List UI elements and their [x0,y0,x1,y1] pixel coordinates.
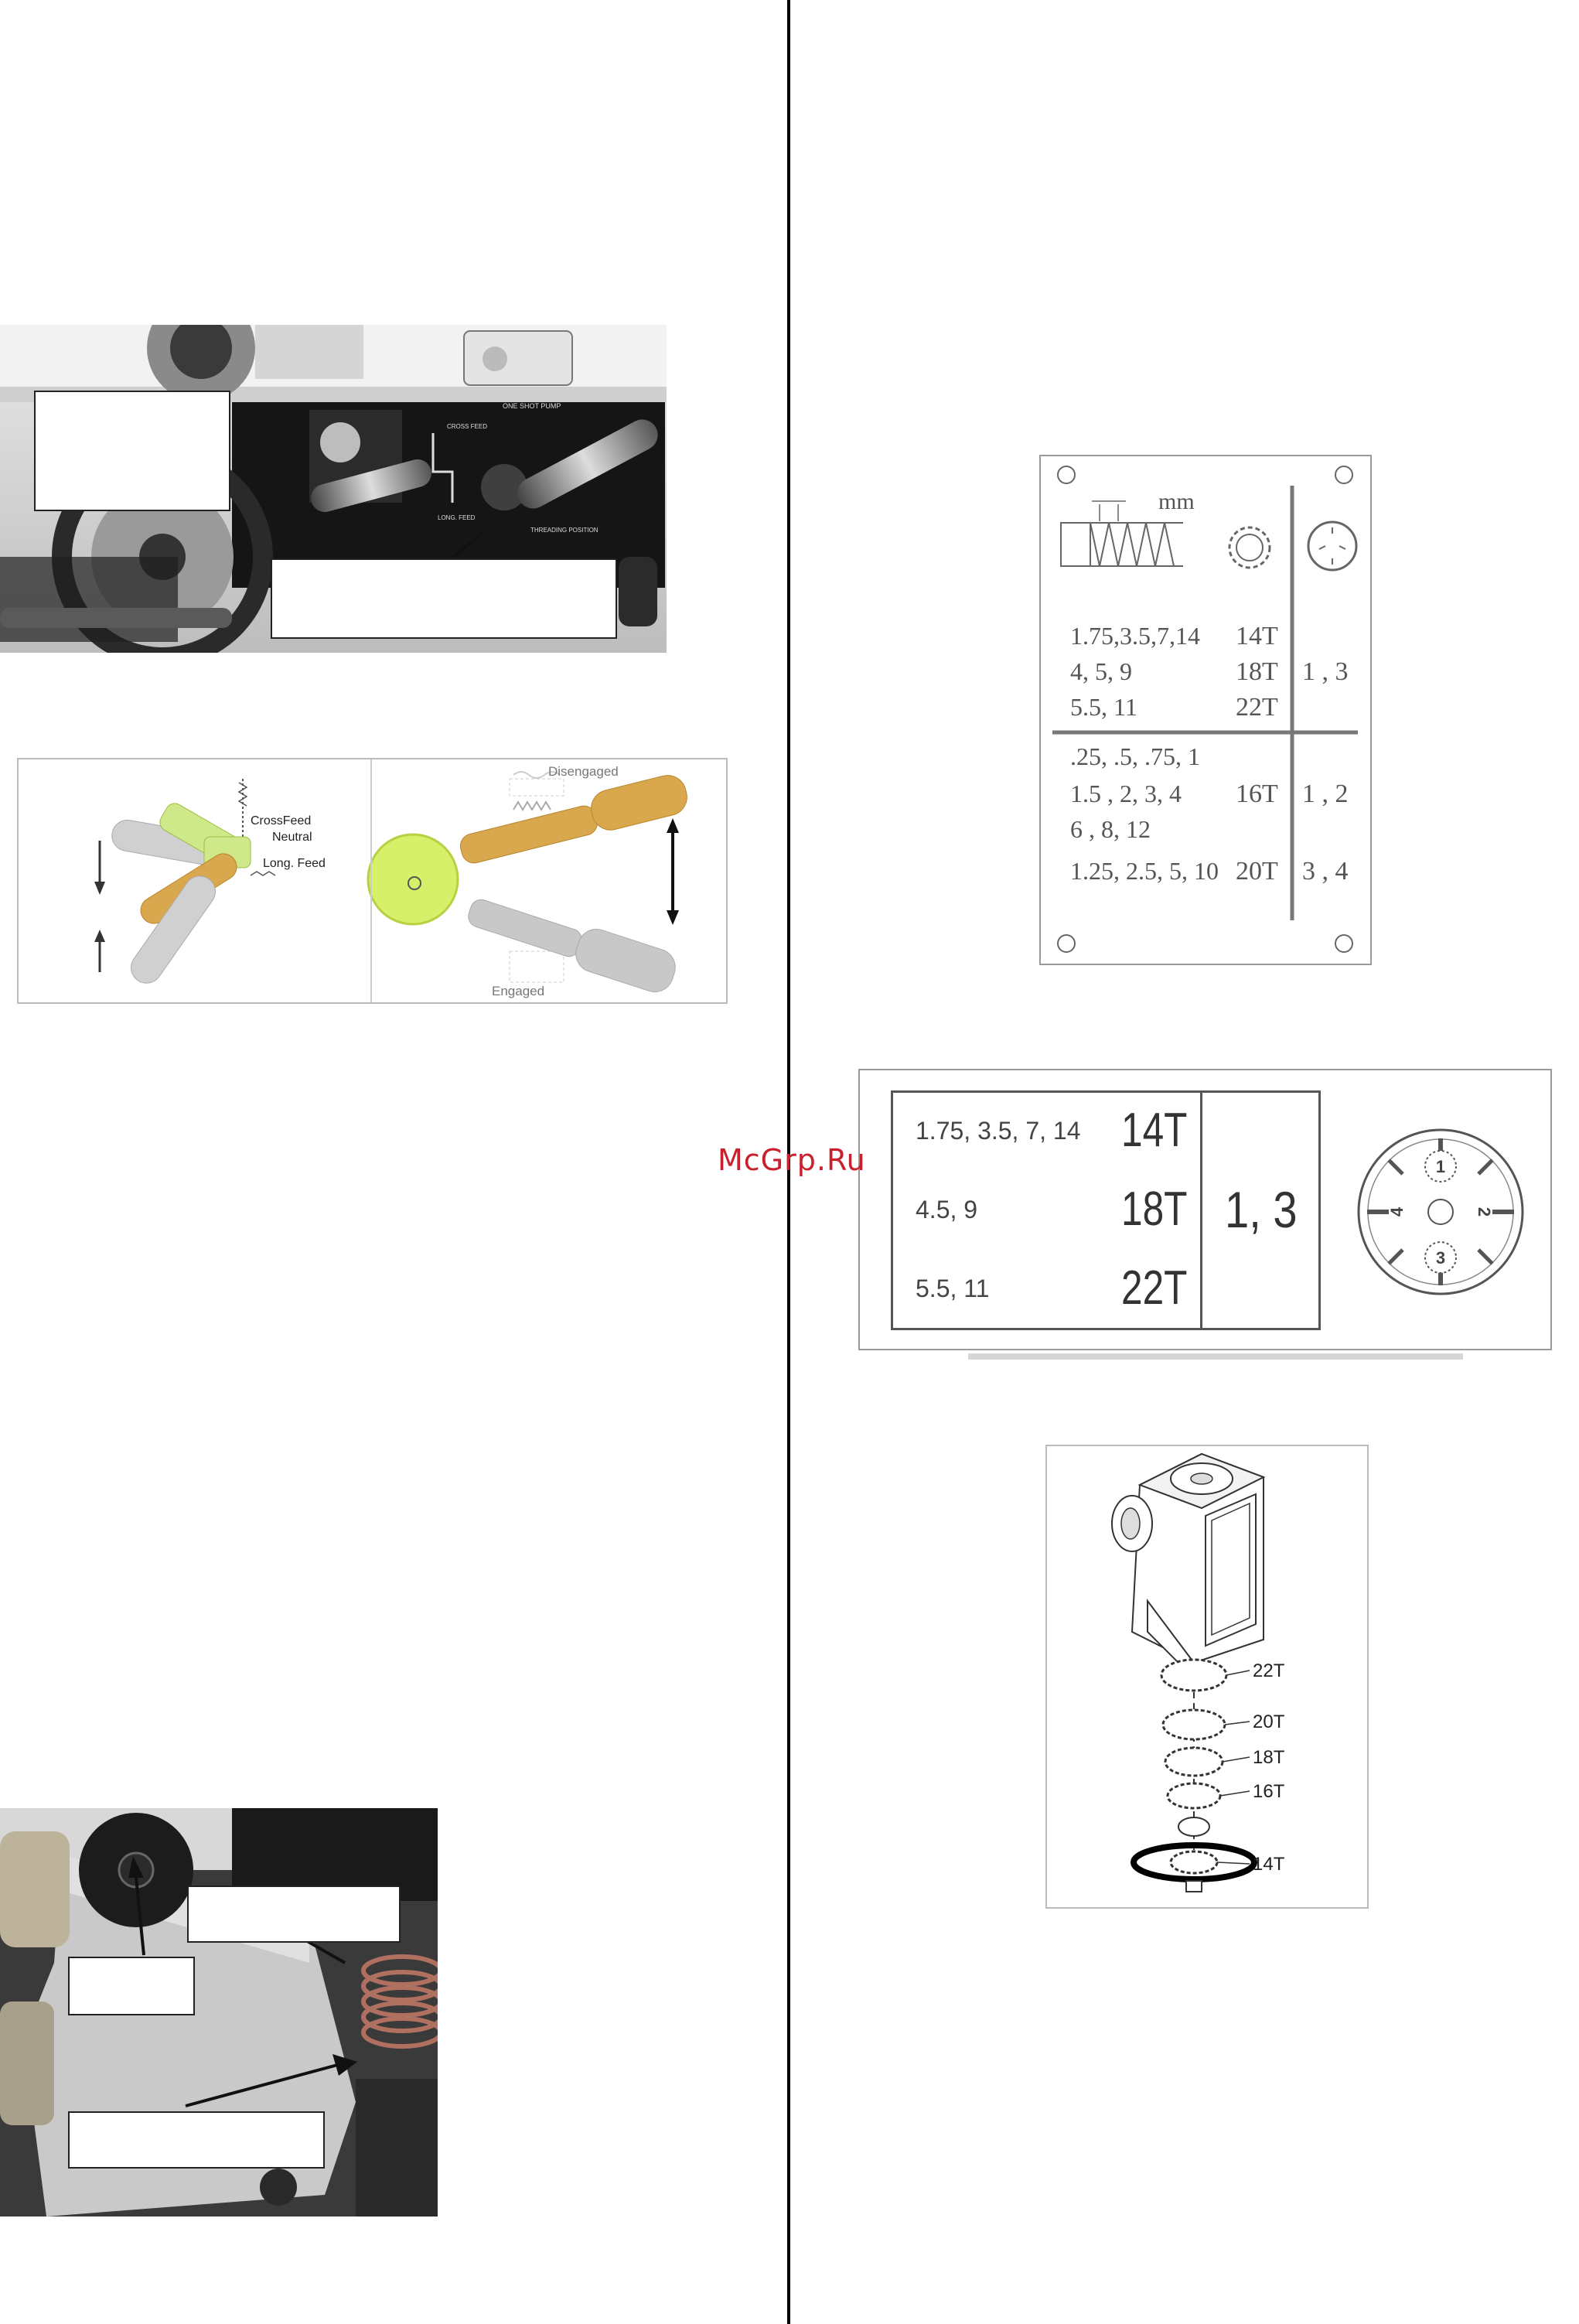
zoom-row-2-gear: 18T [1121,1182,1188,1236]
plate-row-1-gear: 14T [1236,622,1278,650]
plate-position-1: 1 , 3 [1302,657,1349,686]
plate-row-3-pitches: 5.5, 11 [1070,693,1137,721]
zoom-row-1-gear: 14T [1121,1104,1188,1157]
plate-row-7-gear: 20T [1236,857,1278,886]
gear-stack-illustration [1047,1446,1367,1907]
gearbox-callout-top [187,1885,401,1943]
plate-row-1-pitches: 1.75,3.5,7,14 [1070,622,1200,650]
gear-stack-diagram [1045,1445,1369,1909]
thread-dial [1352,1123,1530,1301]
zoom-row-3-gear: 22T [1121,1261,1188,1315]
zoom-row-1-pitches: 1.75, 3.5, 7, 14 [916,1117,1081,1145]
label-long-feed: LONG. FEED [438,514,476,521]
zoom-row-3-pitches: 5.5, 11 [916,1275,990,1302]
gear-label-22t: 22T [1253,1660,1285,1681]
label-disengaged: Disengaged [548,764,619,779]
gear-label-14t: 14T [1253,1854,1285,1875]
thread-plate-unit: mm [1158,489,1195,514]
lever-diagram-separator [370,759,372,1002]
thread-plate [1039,455,1372,965]
cropped-caption-remnant [968,1353,1463,1360]
plate-row-6-pitches: 6 , 8, 12 [1070,815,1151,843]
lever-diagram-illustration [19,759,726,1002]
plate-row-4-pitches: .25, .5, .75, 1 [1070,742,1200,770]
zoom-positions: 1, 3 [1225,1181,1298,1238]
thread-table-zoom [858,1069,1552,1350]
plate-row-2-gear: 18T [1236,657,1278,686]
apron-callout-left [34,391,230,511]
plate-row-5-gear: 16T [1236,780,1278,808]
watermark: McGrp.Ru [718,1143,866,1177]
label-one-shot-pump: ONE SHOT PUMP [503,402,561,410]
dial-number-3: 3 [1435,1248,1446,1268]
gear-label-18t: 18T [1253,1747,1285,1768]
gearbox-callout-left [68,1957,195,2015]
dial-number-4: 4 [1387,1206,1407,1217]
dial-number-1: 1 [1435,1157,1446,1176]
gear-label-16t: 16T [1253,1781,1285,1802]
plate-row-7-pitches: 1.25, 2.5, 5, 10 [1070,857,1219,885]
dial-number-2: 2 [1475,1206,1494,1217]
label-engaged: Engaged [492,984,545,998]
label-long-feed-lever: Long. Feed [263,857,326,870]
lever-diagram [17,758,728,1004]
label-neutral: Neutral [272,831,312,844]
plate-position-2: 1 , 2 [1302,780,1349,808]
plate-row-5-pitches: 1.5 , 2, 3, 4 [1070,780,1182,807]
label-cross-feed: CROSS FEED [447,423,488,430]
plate-row-3-gear: 22T [1236,693,1278,722]
gearbox-callout-bottom [68,2111,325,2169]
plate-row-2-pitches: 4, 5, 9 [1070,657,1132,685]
label-crossfeed: CrossFeed [251,814,312,828]
gear-label-20t: 20T [1253,1711,1285,1732]
zoom-row-2-pitches: 4.5, 9 [916,1196,978,1223]
plate-position-3: 3 , 4 [1302,857,1349,886]
thread-table-col-divider [1200,1090,1202,1330]
label-threading-position: THREADING POSITION [530,527,599,534]
apron-callout-bottom [271,558,617,639]
